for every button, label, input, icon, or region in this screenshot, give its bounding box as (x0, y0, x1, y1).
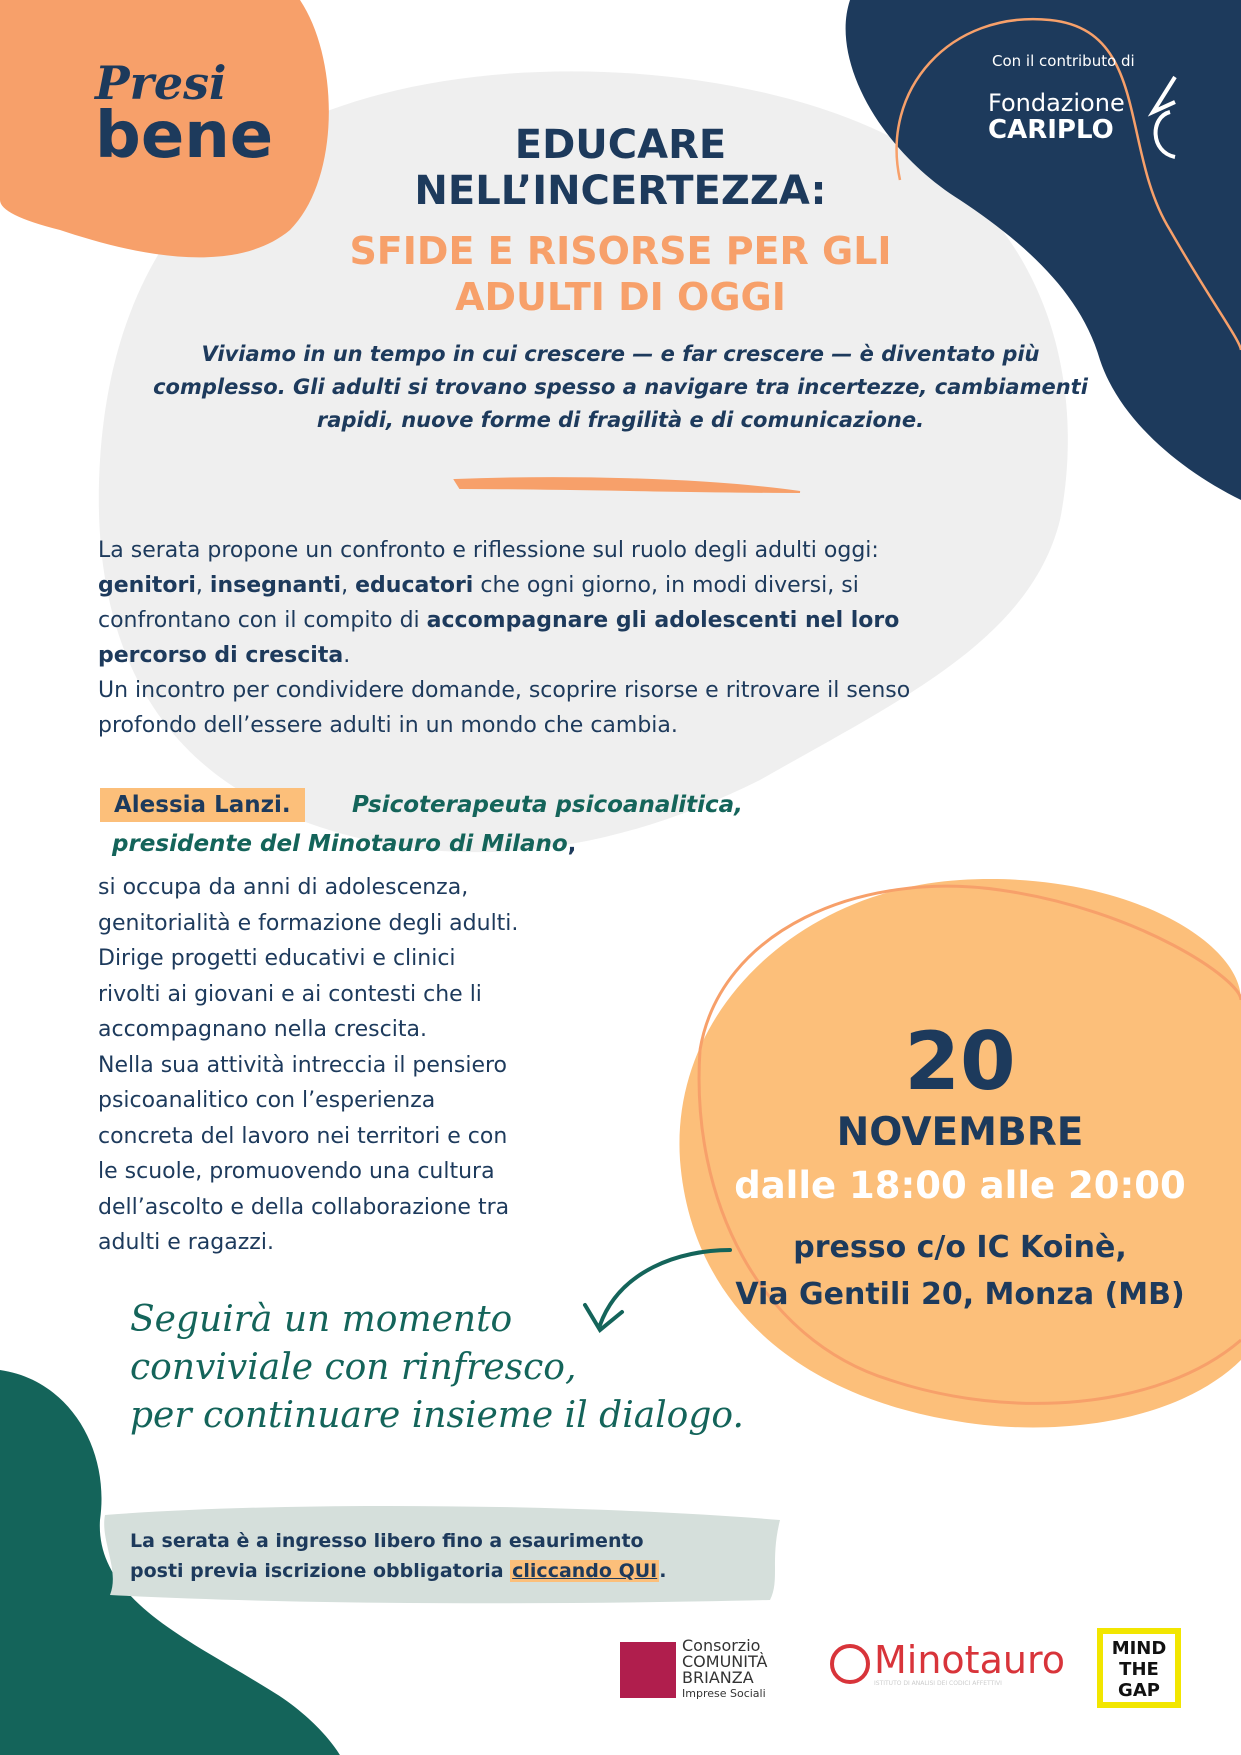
intro-text: Viviamo in un tempo in cui crescere — e far crescere — è diventato più complesso. Gli adulti si trovano spesso a navigare tra incertezze, cambiamenti rapidi, nuove forme di fragilità e di comunicazione. (153, 342, 1088, 432)
speaker-name: Alessia Lanzi. (100, 788, 305, 822)
subtitle-line1: SFIDE E RISORSE PER GLI (349, 229, 892, 273)
event-place-1: presso c/o IC Koinè, (793, 1230, 1127, 1265)
minotauro-emblem-icon (830, 1644, 870, 1684)
mind-the-gap-logo: MIND THE GAP (1097, 1628, 1181, 1708)
event-day: 20 (904, 1015, 1016, 1108)
reception-note: Seguirà un momento conviviale con rinfresco, per continuare insieme il dialogo. (130, 1299, 744, 1436)
speaker-role-2: presidente del Minotauro di Milano, (112, 831, 577, 857)
ccb-emblem-icon (620, 1642, 676, 1698)
event-place-2: Via Gentili 20, Monza (MB) (735, 1277, 1185, 1312)
subtitle-line2: ADULTI DI OGGI (455, 275, 786, 319)
title-line2: NELL’INCERTEZZA: (414, 168, 827, 214)
presi-bene-logo: Presi bene (95, 56, 274, 173)
description: La serata propone un confronto e riflessione sul ruolo degli adulti oggi: genitori, insegnanti, educatori che ogni giorno, in modi diversi, si confrontano con il compito di accompagnare gli adolescenti nel loro percorso di crescita. Un incontro per condividere domande, scoprire risorse e ritrovare il senso profondo dell’essere adulti in un mondo che cambia. (98, 538, 911, 738)
registration-info: La serata è a ingresso libero fino a esaurimento posti previa iscrizione obbligatoria cliccando QUI . (130, 1530, 667, 1582)
event-month: NOVEMBRE (836, 1110, 1084, 1155)
title-line1: EDUCARE (514, 122, 727, 168)
sponsor-caption: Con il contributo di (992, 52, 1135, 70)
speaker-role-1: Psicoterapeuta psicoanalitica, (352, 792, 743, 818)
registration-link[interactable]: cliccando QUI (512, 1560, 658, 1582)
speaker-bio: si occupa da anni di adolescenza, genitorialità e formazione degli adulti. Dirige progetti educativi e clinici rivolti ai giovani e ai contesti che li accompagnano nella crescita. Nella sua attività intreccia il pensiero psicoanalitico con l’esperienza concreta del lavoro nei territori e con le scuole, promuovendo una cultura dell’ascolto e della collaborazione tra adulti e ragazzi. (98, 875, 519, 1255)
consorzio-comunita-brianza-logo: Consorzio COMUNITÀ BRIANZA Imprese Sociali (620, 1638, 767, 1702)
event-time: dalle 18:00 alle 20:00 (734, 1164, 1186, 1207)
minotauro-logo: Minotauro ISTITUTO DI ANALISI DEI CODICI AFFETTIVI (830, 1640, 1065, 1687)
fondazione-cariplo-logo: Fondazione CARIPLO (988, 89, 1125, 145)
